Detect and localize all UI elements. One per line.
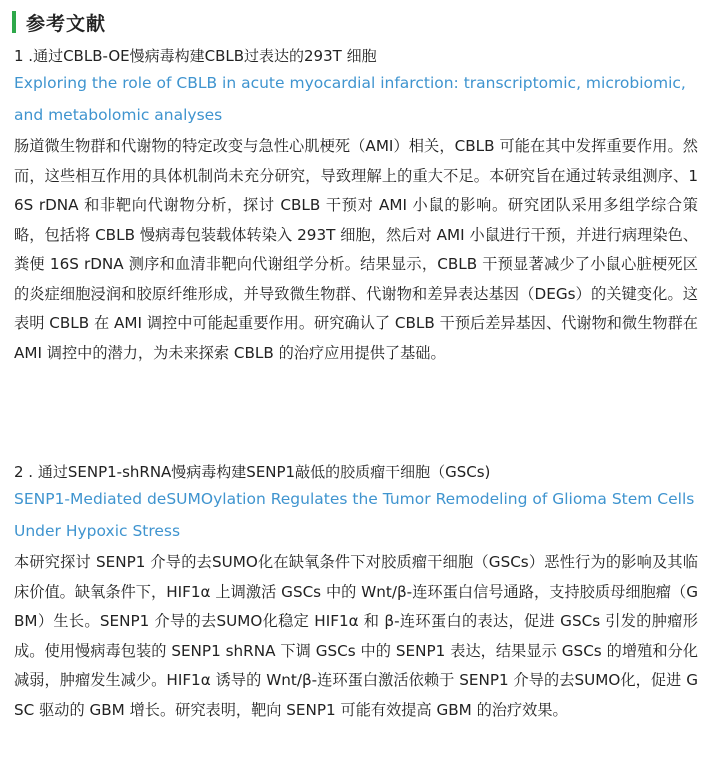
reference-link[interactable]: Exploring the role of CBLB in acute myocardial infarction: transcriptomic, microbiomic, and metabolomic analyses	[14, 74, 686, 124]
heading-accent-bar	[12, 11, 16, 33]
reference-link[interactable]: SENP1-Mediated deSUMOylation Regulates the Tumor Remodeling of Glioma Stem Cells Under Hypoxic Stress	[14, 490, 695, 540]
reference-heading: 2 . 通过SENP1-shRNA慢病毒构建SENP1敲低的胶质瘤干细胞（GSCs)	[14, 463, 491, 481]
reference-item-2	[14, 461, 698, 725]
reference-summary: 肠道微生物群和代谢物的特定改变与急性心肌梗死（AMI）相关，CBLB 可能在其中发挥重要作用。然而，这些相互作用的具体机制尚未充分研究，导致理解上的重大不足。本研究旨在通过转录组测序、16S rDNA 和非靶向代谢物分析，探讨 CBLB 干预对 AMI 小鼠的影响。研究团队采用多组学综合策略，包括将 CBLB 慢病毒包装载体转染入 293T 细胞，然后对 AMI 小鼠进行干预，并进行病理染色、粪便 16S rDNA 测序和血清非靶向代谢组学分析。结果显示，CBLB 干预显著减少了小鼠心脏梗死区的炎症细胞浸润和胶原纤维形成，并导致微生物群、代谢物和差异表达基因（DEGs）的关键变化。这表明 CBLB 在 AMI 调控中可能起重要作用。研究确认了 CBLB 干预后差异基因、代谢物和微生物群在 AMI 调控中的潜力，为未来探索 CBLB 的治疗应用提供了基础。	[14, 137, 698, 362]
section-heading	[12, 10, 106, 34]
reference-heading: 1 .通过CBLB-OE慢病毒构建CBLB过表达的293T 细胞	[14, 47, 377, 65]
reference-item-1	[14, 45, 698, 368]
reference-summary: 本研究探讨 SENP1 介导的去SUMO化在缺氧条件下对胶质瘤干细胞（GSCs）恶性行为的影响及其临床价值。缺氧条件下，HIF1α 上调激活 GSCs 中的 Wnt/β-连环蛋白信号通路，支持胶质母细胞瘤（GBM）生长。SENP1 介导的去SUMO化稳定 HIF1α 和 β-连环蛋白的表达，促进 GSCs 引发的肿瘤形成。使用慢病毒包装的 SENP1 shRNA 下调 GSCs 中的 SENP1 表达，结果显示 GSCs 的增殖和分化减弱，肿瘤发生减少。HIF1α 诱导的 Wnt/β-连环蛋白激活依赖于 SENP1 介导的去SUMO化，促进 GSC 驱动的 GBM 增长。研究表明，靶向 SENP1 可能有效提高 GBM 的治疗效果。	[14, 553, 698, 719]
section-title: 参考文献	[26, 12, 107, 35]
